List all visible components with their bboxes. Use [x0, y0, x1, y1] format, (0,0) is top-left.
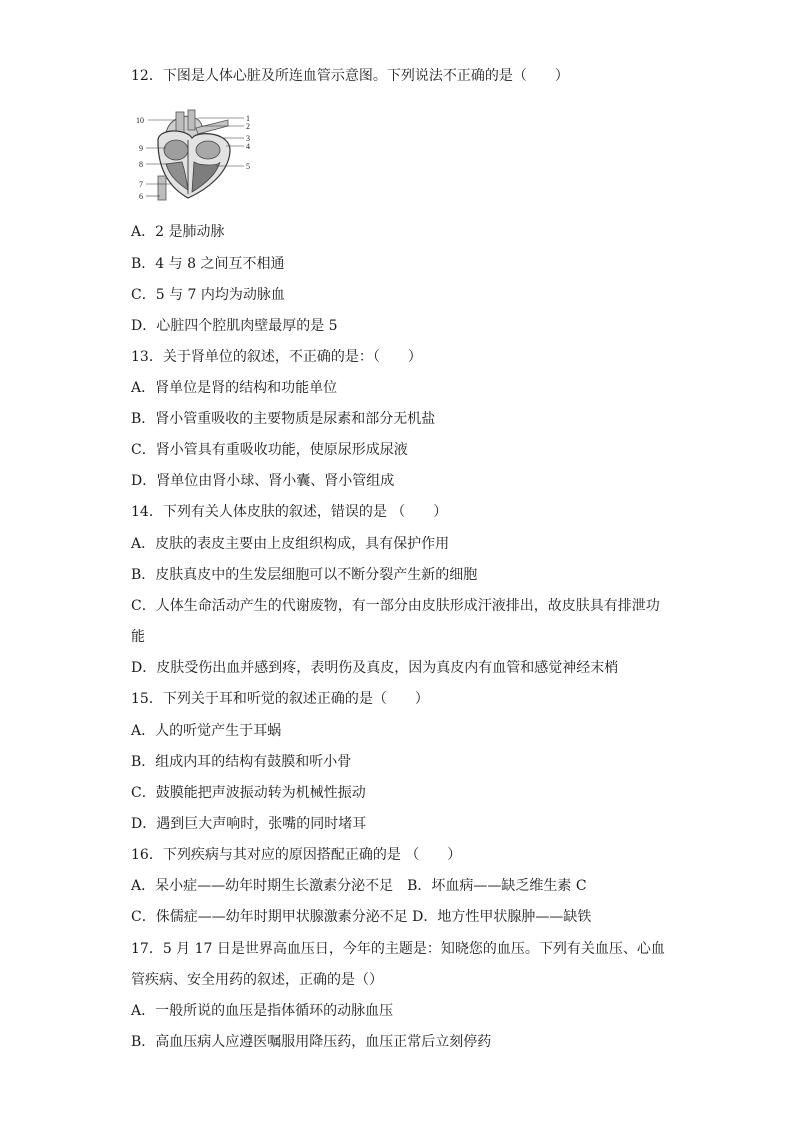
- diagram-label: 1: [246, 114, 250, 123]
- question-13-option-c: C．肾小管具有重吸收功能，使原尿形成尿液: [131, 442, 408, 458]
- question-14-stem: 14．下列有关人体皮肤的叙述，错误的是 （ ）: [131, 504, 448, 520]
- question-12-option-b: B．4 与 8 之间互不相通: [131, 256, 285, 272]
- diagram-label: 3: [246, 134, 250, 143]
- diagram-label: 10: [136, 116, 144, 125]
- question-12-option-d: D．心脏四个腔肌肉壁最厚的是 5: [131, 318, 338, 334]
- heart-diagram: [136, 106, 254, 206]
- diagram-label: 2: [246, 122, 250, 131]
- diagram-label: 9: [139, 144, 143, 153]
- diagram-label: 7: [139, 180, 143, 189]
- question-13-option-a: A．肾单位是肾的结构和功能单位: [131, 380, 338, 396]
- question-14-option-b: B．皮肤真皮中的生发层细胞可以不断分裂产生新的细胞: [131, 567, 478, 583]
- question-13-option-b: B．肾小管重吸收的主要物质是尿素和部分无机盐: [131, 411, 436, 427]
- question-14-option-c: C．人体生命活动产生的代谢废物，有一部分由皮肤形成汗液排出，故皮肤具有排泄功: [131, 598, 660, 614]
- question-17-stem-continued: 管疾病、安全用药的叙述，正确的是（）: [131, 972, 383, 988]
- question-13-option-d: D．肾单位由肾小球、肾小囊、肾小管组成: [131, 473, 395, 489]
- question-13-stem: 13．关于肾单位的叙述，不正确的是：（ ）: [131, 349, 422, 365]
- question-12-option-a: A．2 是肺动脉: [131, 224, 225, 240]
- diagram-label: 5: [246, 162, 250, 171]
- question-15-stem: 15．下列关于耳和听觉的叙述正确的是（ ）: [131, 691, 429, 707]
- diagram-label: 8: [139, 160, 143, 169]
- question-15-option-b: B．组成内耳的结构有鼓膜和听小骨: [131, 754, 352, 770]
- question-12-option-c: C．5 与 7 内均为动脉血: [131, 287, 285, 303]
- question-14-option-c-continued: 能: [131, 629, 145, 645]
- diagram-label: 6: [139, 192, 143, 201]
- diagram-label: 4: [246, 142, 250, 151]
- question-15-option-d: D．遇到巨大声响时，张嘴的同时堵耳: [131, 816, 367, 832]
- question-17-stem: 17．5 月 17 日是世界高血压日，今年的主题是：知晓您的血压。下列有关血压、心血: [131, 941, 665, 957]
- question-14-option-d: D．皮肤受伤出血并感到疼，表明伤及真皮，因为真皮内有血管和感觉神经末梢: [131, 660, 619, 676]
- question-16-options-ab: A．呆小症——幼年时期生长激素分泌不足 B．坏血病——缺乏维生素 C: [131, 878, 587, 894]
- question-15-option-c: C．鼓膜能把声波振动转为机械性振动: [131, 785, 366, 801]
- question-16-options-cd: C．侏儒症——幼年时期甲状腺激素分泌不足 D．地方性甲状腺肿——缺铁: [131, 909, 592, 925]
- question-15-option-a: A．人的听觉产生于耳蜗: [131, 723, 282, 739]
- question-17-option-b: B．高血压病人应遵医嘱服用降压药，血压正常后立刻停药: [131, 1034, 492, 1050]
- question-14-option-a: A．皮肤的表皮主要由上皮组织构成，具有保护作用: [131, 536, 450, 552]
- question-16-stem: 16．下列疾病与其对应的原因搭配正确的是 （ ）: [131, 847, 462, 863]
- question-12-stem: 12．下图是人体心脏及所连血管示意图。下列说法不正确的是（ ）: [131, 68, 569, 84]
- question-17-option-a: A．一般所说的血压是指体循环的动脉血压: [131, 1003, 394, 1019]
- heart-diagram-svg: [136, 106, 254, 206]
